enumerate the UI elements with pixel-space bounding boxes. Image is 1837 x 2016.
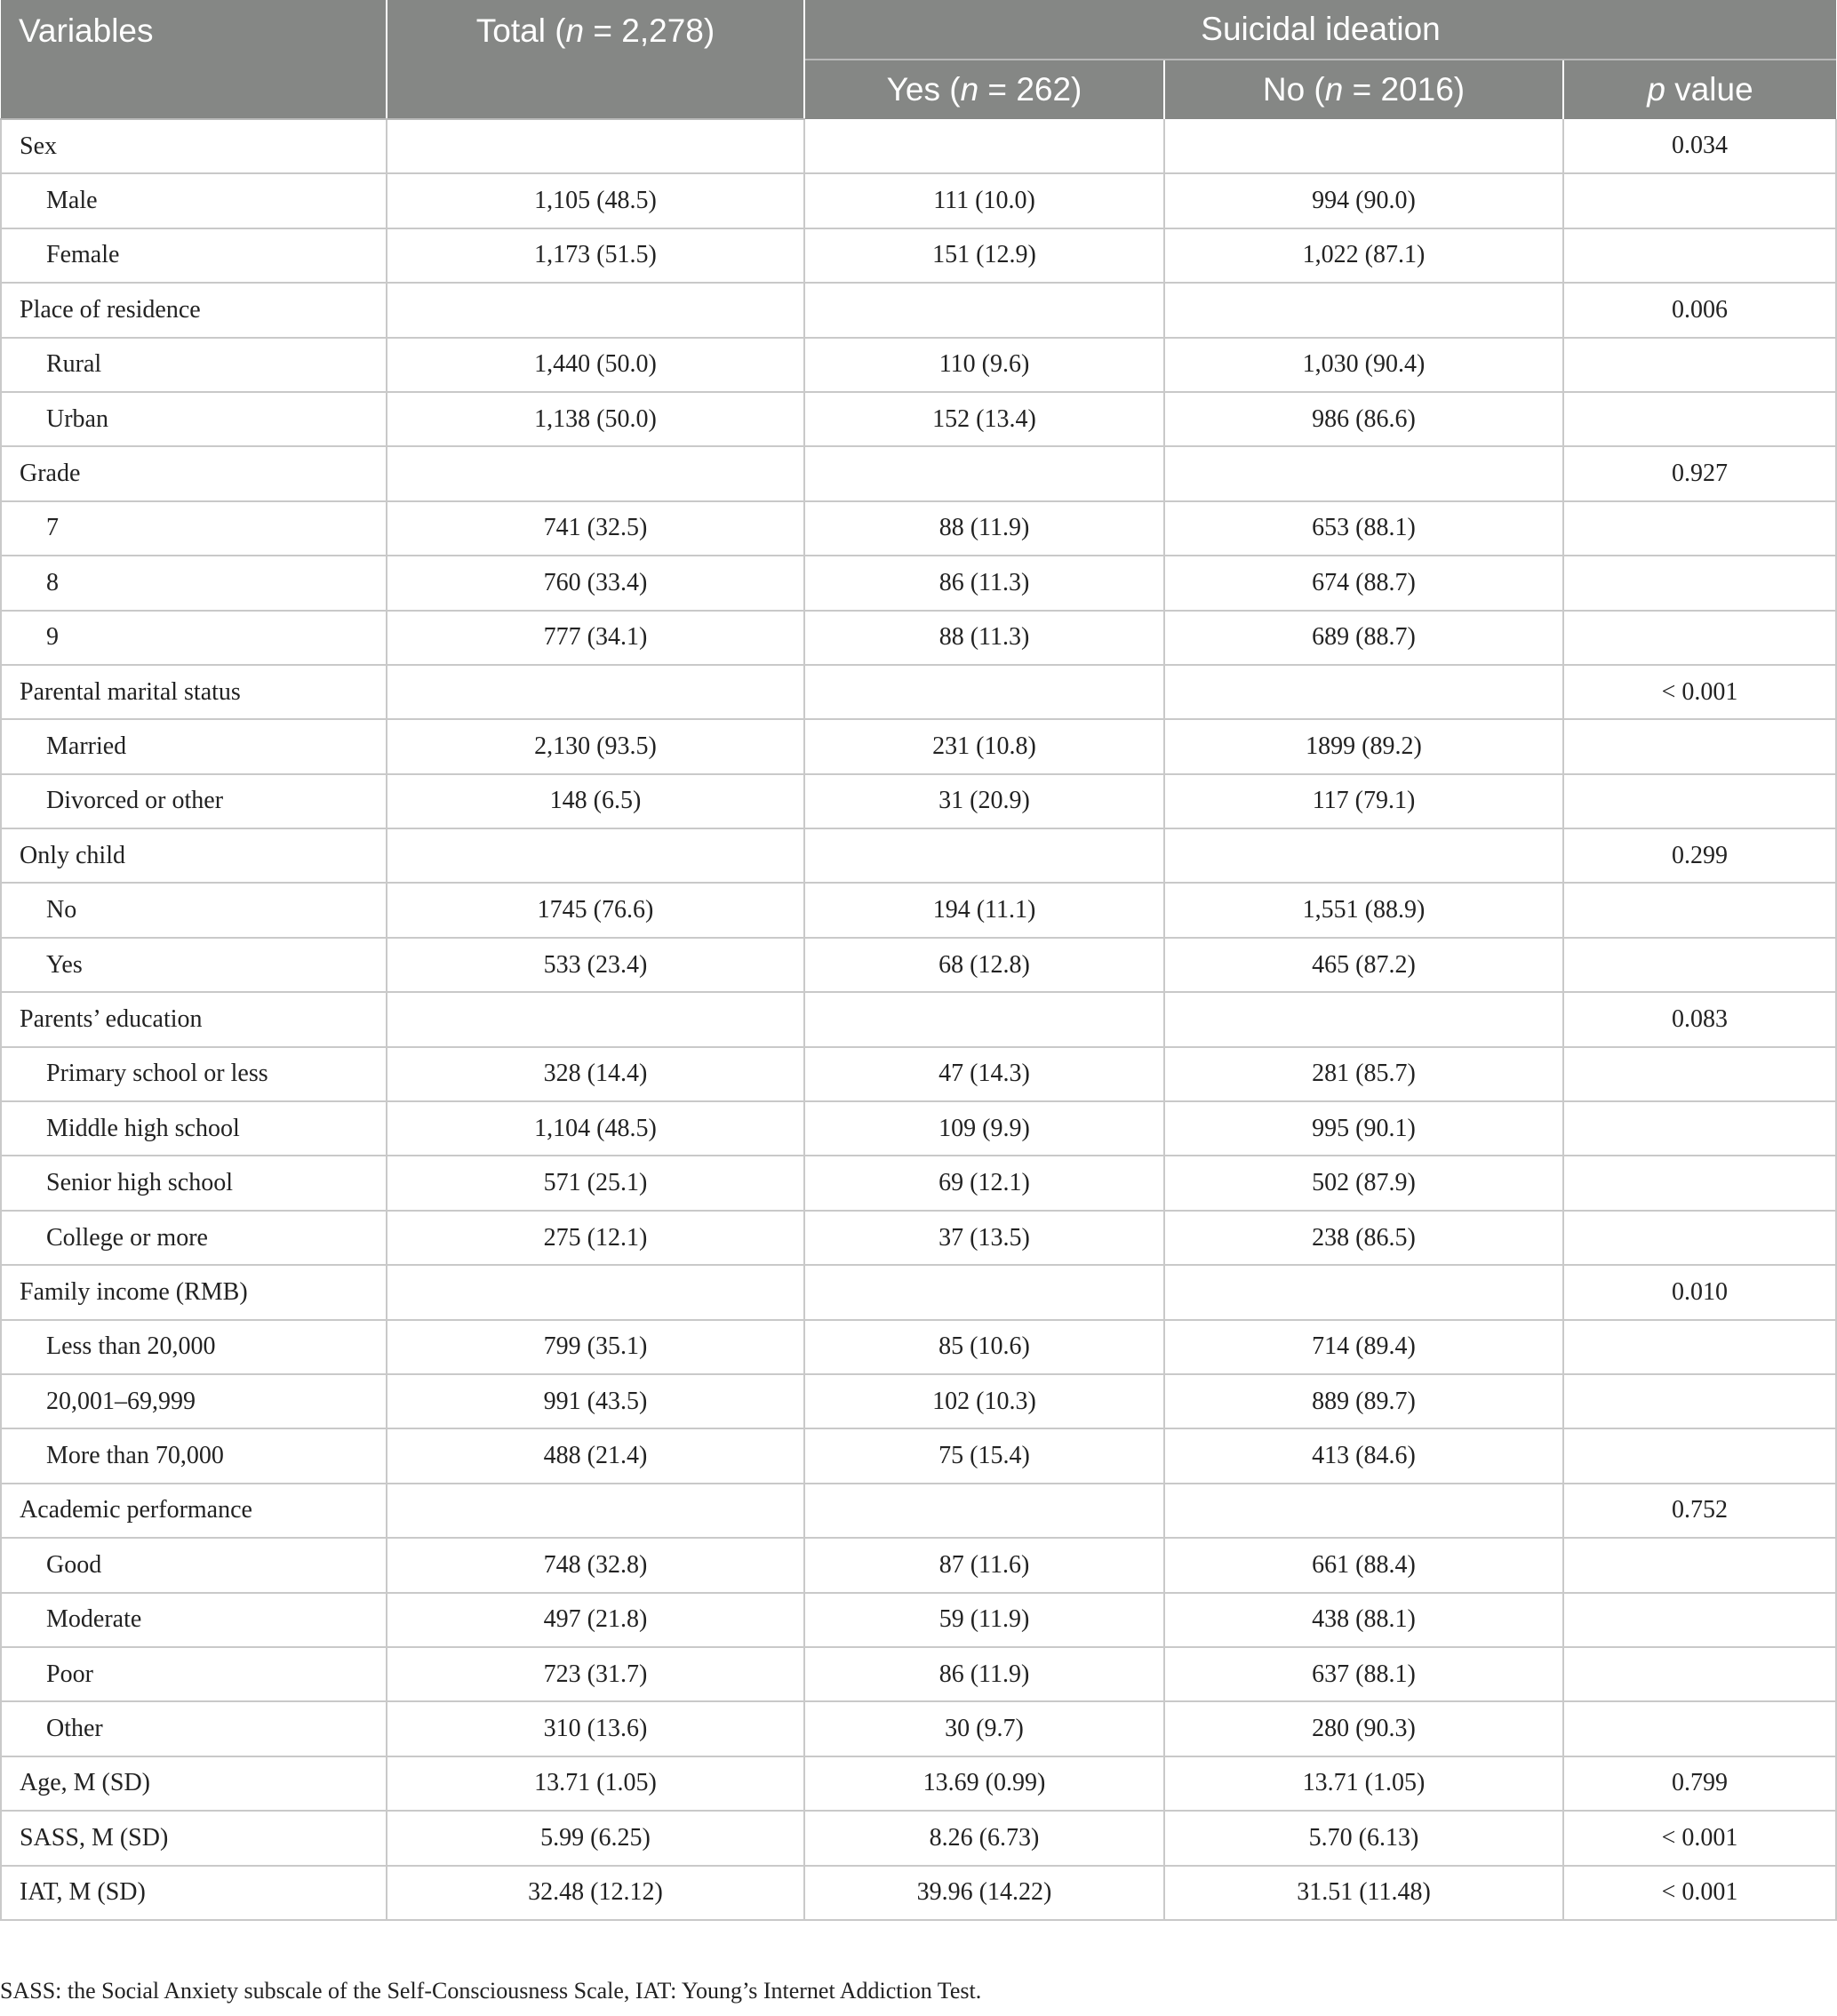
cell-yes: 87 (11.6) [804, 1538, 1164, 1592]
cell-no: 637 (88.1) [1164, 1647, 1563, 1701]
cell-yes: 68 (12.8) [804, 938, 1164, 992]
cell-total: 148 (6.5) [387, 774, 804, 828]
cell-total: 1745 (76.6) [387, 883, 804, 937]
header-total: Total (n = 2,278) [387, 0, 804, 119]
cell-p-value [1563, 1320, 1836, 1374]
cell-total [387, 446, 804, 500]
cell-yes: 88 (11.3) [804, 611, 1164, 665]
cell-no [1164, 992, 1563, 1046]
row-label: SASS, M (SD) [1, 1811, 387, 1865]
cell-no: 1,551 (88.9) [1164, 883, 1563, 937]
cell-p-value [1563, 1593, 1836, 1647]
cell-no [1164, 828, 1563, 883]
cell-total: 1,138 (50.0) [387, 392, 804, 446]
table-row [1, 1374, 1836, 1428]
cell-yes [804, 1484, 1164, 1538]
cell-p-value: 0.006 [1563, 283, 1836, 337]
row-label: IAT, M (SD) [1, 1866, 387, 1920]
cell-yes: 194 (11.1) [804, 883, 1164, 937]
row-label: College or more [1, 1211, 387, 1265]
table-row [1, 1593, 1836, 1647]
cell-total: 991 (43.5) [387, 1374, 804, 1428]
cell-no [1164, 283, 1563, 337]
cell-p-value: < 0.001 [1563, 665, 1836, 719]
cell-p-value [1563, 556, 1836, 610]
cell-no: 502 (87.9) [1164, 1156, 1563, 1210]
cell-yes: 110 (9.6) [804, 338, 1164, 392]
row-label: Other [1, 1701, 387, 1756]
cell-no [1164, 1484, 1563, 1538]
table-row [1, 992, 1836, 1046]
cell-p-value [1563, 774, 1836, 828]
table-row [1, 1647, 1836, 1701]
cell-yes: 39.96 (14.22) [804, 1866, 1164, 1920]
row-label: No [1, 883, 387, 937]
cell-total [387, 828, 804, 883]
header-variables: Variables [1, 0, 387, 119]
row-label: Academic performance [1, 1484, 387, 1538]
row-label: Less than 20,000 [1, 1320, 387, 1374]
cell-total [387, 119, 804, 173]
table-row [1, 1047, 1836, 1101]
cell-no: 995 (90.1) [1164, 1101, 1563, 1156]
cell-total: 5.99 (6.25) [387, 1811, 804, 1865]
table-row [1, 556, 1836, 610]
row-label: Grade [1, 446, 387, 500]
cell-total: 32.48 (12.12) [387, 1866, 804, 1920]
cell-yes: 8.26 (6.73) [804, 1811, 1164, 1865]
row-label: Yes [1, 938, 387, 992]
cell-yes: 85 (10.6) [804, 1320, 1164, 1374]
table-row [1, 1320, 1836, 1374]
header-p-value: p value [1563, 60, 1836, 119]
table-row [1, 665, 1836, 719]
cell-p-value [1563, 1538, 1836, 1592]
cell-total: 748 (32.8) [387, 1538, 804, 1592]
cell-total: 488 (21.4) [387, 1428, 804, 1483]
cell-yes: 88 (11.9) [804, 501, 1164, 556]
table-row [1, 173, 1836, 228]
row-label: Family income (RMB) [1, 1265, 387, 1319]
row-label: Senior high school [1, 1156, 387, 1210]
row-label: Married [1, 719, 387, 773]
cell-no: 674 (88.7) [1164, 556, 1563, 610]
table-row [1, 719, 1836, 773]
cell-total: 533 (23.4) [387, 938, 804, 992]
cell-yes: 231 (10.8) [804, 719, 1164, 773]
cell-total: 571 (25.1) [387, 1156, 804, 1210]
row-label: Parents’ education [1, 992, 387, 1046]
cell-p-value: 0.034 [1563, 119, 1836, 173]
cell-p-value [1563, 938, 1836, 992]
table-header [1, 0, 1836, 119]
cell-yes: 37 (13.5) [804, 1211, 1164, 1265]
row-label: Female [1, 228, 387, 283]
row-label: 9 [1, 611, 387, 665]
cell-yes: 69 (12.1) [804, 1156, 1164, 1210]
table-row [1, 1866, 1836, 1920]
table-row [1, 611, 1836, 665]
cell-yes: 47 (14.3) [804, 1047, 1164, 1101]
row-label: Male [1, 173, 387, 228]
cell-no: 689 (88.7) [1164, 611, 1563, 665]
cell-no [1164, 1265, 1563, 1319]
row-label: More than 70,000 [1, 1428, 387, 1483]
cell-p-value: 0.927 [1563, 446, 1836, 500]
cell-yes: 75 (15.4) [804, 1428, 1164, 1483]
table-footnote: SASS: the Social Anxiety subscale of the Self-Consciousness Scale, IAT: Young’s Internet Addiction Test. [0, 1978, 982, 2004]
cell-total: 310 (13.6) [387, 1701, 804, 1756]
row-label: Divorced or other [1, 774, 387, 828]
table-row [1, 1701, 1836, 1756]
cell-no [1164, 119, 1563, 173]
cell-yes: 102 (10.3) [804, 1374, 1164, 1428]
cell-no: 117 (79.1) [1164, 774, 1563, 828]
header-yes: Yes (n = 262) [804, 60, 1164, 119]
cell-yes: 151 (12.9) [804, 228, 1164, 283]
cell-yes [804, 828, 1164, 883]
cell-total [387, 665, 804, 719]
row-label: Primary school or less [1, 1047, 387, 1101]
row-label: Age, M (SD) [1, 1756, 387, 1811]
cell-no: 413 (84.6) [1164, 1428, 1563, 1483]
cell-p-value [1563, 1428, 1836, 1483]
cell-no: 986 (86.6) [1164, 392, 1563, 446]
cell-total: 799 (35.1) [387, 1320, 804, 1374]
cell-p-value: 0.010 [1563, 1265, 1836, 1319]
cell-yes: 30 (9.7) [804, 1701, 1164, 1756]
table-row [1, 1211, 1836, 1265]
cell-yes: 152 (13.4) [804, 392, 1164, 446]
cell-p-value [1563, 883, 1836, 937]
cell-no: 438 (88.1) [1164, 1593, 1563, 1647]
cell-no: 280 (90.3) [1164, 1701, 1563, 1756]
cell-p-value [1563, 1647, 1836, 1701]
row-label: 20,001–69,999 [1, 1374, 387, 1428]
cell-p-value [1563, 1211, 1836, 1265]
cell-total: 497 (21.8) [387, 1593, 804, 1647]
table-row [1, 1156, 1836, 1210]
cell-total [387, 992, 804, 1046]
row-label: Poor [1, 1647, 387, 1701]
cell-p-value: 0.299 [1563, 828, 1836, 883]
row-label: Place of residence [1, 283, 387, 337]
cell-yes: 111 (10.0) [804, 173, 1164, 228]
cell-p-value [1563, 501, 1836, 556]
cell-yes [804, 446, 1164, 500]
cell-p-value [1563, 392, 1836, 446]
cell-yes [804, 119, 1164, 173]
cell-yes [804, 283, 1164, 337]
cell-no: 238 (86.5) [1164, 1211, 1563, 1265]
row-label: 8 [1, 556, 387, 610]
cell-p-value [1563, 1047, 1836, 1101]
cell-total [387, 283, 804, 337]
cell-p-value [1563, 228, 1836, 283]
cell-p-value [1563, 1701, 1836, 1756]
cell-no: 714 (89.4) [1164, 1320, 1563, 1374]
table-row [1, 883, 1836, 937]
cell-total [387, 1484, 804, 1538]
row-label: Parental marital status [1, 665, 387, 719]
row-label: 7 [1, 501, 387, 556]
cell-yes: 86 (11.3) [804, 556, 1164, 610]
cell-no: 994 (90.0) [1164, 173, 1563, 228]
table-row [1, 1756, 1836, 1811]
row-label: Sex [1, 119, 387, 173]
cell-total: 1,105 (48.5) [387, 173, 804, 228]
cell-no: 13.71 (1.05) [1164, 1756, 1563, 1811]
table-row [1, 1428, 1836, 1483]
cell-total: 1,104 (48.5) [387, 1101, 804, 1156]
table-body [1, 119, 1836, 1920]
cell-no: 1899 (89.2) [1164, 719, 1563, 773]
cell-yes [804, 992, 1164, 1046]
table-row [1, 1484, 1836, 1538]
cell-yes: 109 (9.9) [804, 1101, 1164, 1156]
table-row [1, 938, 1836, 992]
row-label: Rural [1, 338, 387, 392]
cell-no: 1,030 (90.4) [1164, 338, 1563, 392]
table-row [1, 828, 1836, 883]
cell-p-value: 0.752 [1563, 1484, 1836, 1538]
cell-yes: 86 (11.9) [804, 1647, 1164, 1701]
cell-p-value: 0.083 [1563, 992, 1836, 1046]
cell-p-value: < 0.001 [1563, 1811, 1836, 1865]
cell-p-value [1563, 611, 1836, 665]
table-row [1, 446, 1836, 500]
cell-no [1164, 446, 1563, 500]
cell-yes: 59 (11.9) [804, 1593, 1164, 1647]
cell-total: 760 (33.4) [387, 556, 804, 610]
table-row [1, 501, 1836, 556]
cell-no: 661 (88.4) [1164, 1538, 1563, 1592]
cell-no: 31.51 (11.48) [1164, 1866, 1563, 1920]
cell-p-value: < 0.001 [1563, 1866, 1836, 1920]
cell-no: 5.70 (6.13) [1164, 1811, 1563, 1865]
row-label: Urban [1, 392, 387, 446]
cell-p-value: 0.799 [1563, 1756, 1836, 1811]
cell-p-value [1563, 338, 1836, 392]
header-no: No (n = 2016) [1164, 60, 1563, 119]
table-row [1, 228, 1836, 283]
cell-no: 889 (89.7) [1164, 1374, 1563, 1428]
cell-p-value [1563, 1374, 1836, 1428]
cell-total: 13.71 (1.05) [387, 1756, 804, 1811]
row-label: Good [1, 1538, 387, 1592]
table-row [1, 1265, 1836, 1319]
cell-p-value [1563, 719, 1836, 773]
table-row [1, 338, 1836, 392]
cell-yes [804, 1265, 1164, 1319]
cell-p-value [1563, 1101, 1836, 1156]
cell-total: 1,440 (50.0) [387, 338, 804, 392]
table-row [1, 1538, 1836, 1592]
cell-total: 1,173 (51.5) [387, 228, 804, 283]
row-label: Middle high school [1, 1101, 387, 1156]
table-row [1, 392, 1836, 446]
table-row [1, 774, 1836, 828]
cell-no [1164, 665, 1563, 719]
cell-no: 1,022 (87.1) [1164, 228, 1563, 283]
cell-p-value [1563, 1156, 1836, 1210]
cell-no: 465 (87.2) [1164, 938, 1563, 992]
cell-total [387, 1265, 804, 1319]
table-row [1, 1811, 1836, 1865]
cell-total: 328 (14.4) [387, 1047, 804, 1101]
cell-total: 2,130 (93.5) [387, 719, 804, 773]
table-row [1, 119, 1836, 173]
cell-total: 777 (34.1) [387, 611, 804, 665]
cell-no: 281 (85.7) [1164, 1047, 1563, 1101]
row-label: Moderate [1, 1593, 387, 1647]
cell-yes [804, 665, 1164, 719]
table-row [1, 283, 1836, 337]
cell-no: 653 (88.1) [1164, 501, 1563, 556]
row-label: Only child [1, 828, 387, 883]
table-row [1, 1101, 1836, 1156]
cell-total: 723 (31.7) [387, 1647, 804, 1701]
cell-yes: 31 (20.9) [804, 774, 1164, 828]
cell-total: 275 (12.1) [387, 1211, 804, 1265]
cell-yes: 13.69 (0.99) [804, 1756, 1164, 1811]
cell-p-value [1563, 173, 1836, 228]
cell-total: 741 (32.5) [387, 501, 804, 556]
header-suicidal-ideation: Suicidal ideation [804, 0, 1836, 60]
